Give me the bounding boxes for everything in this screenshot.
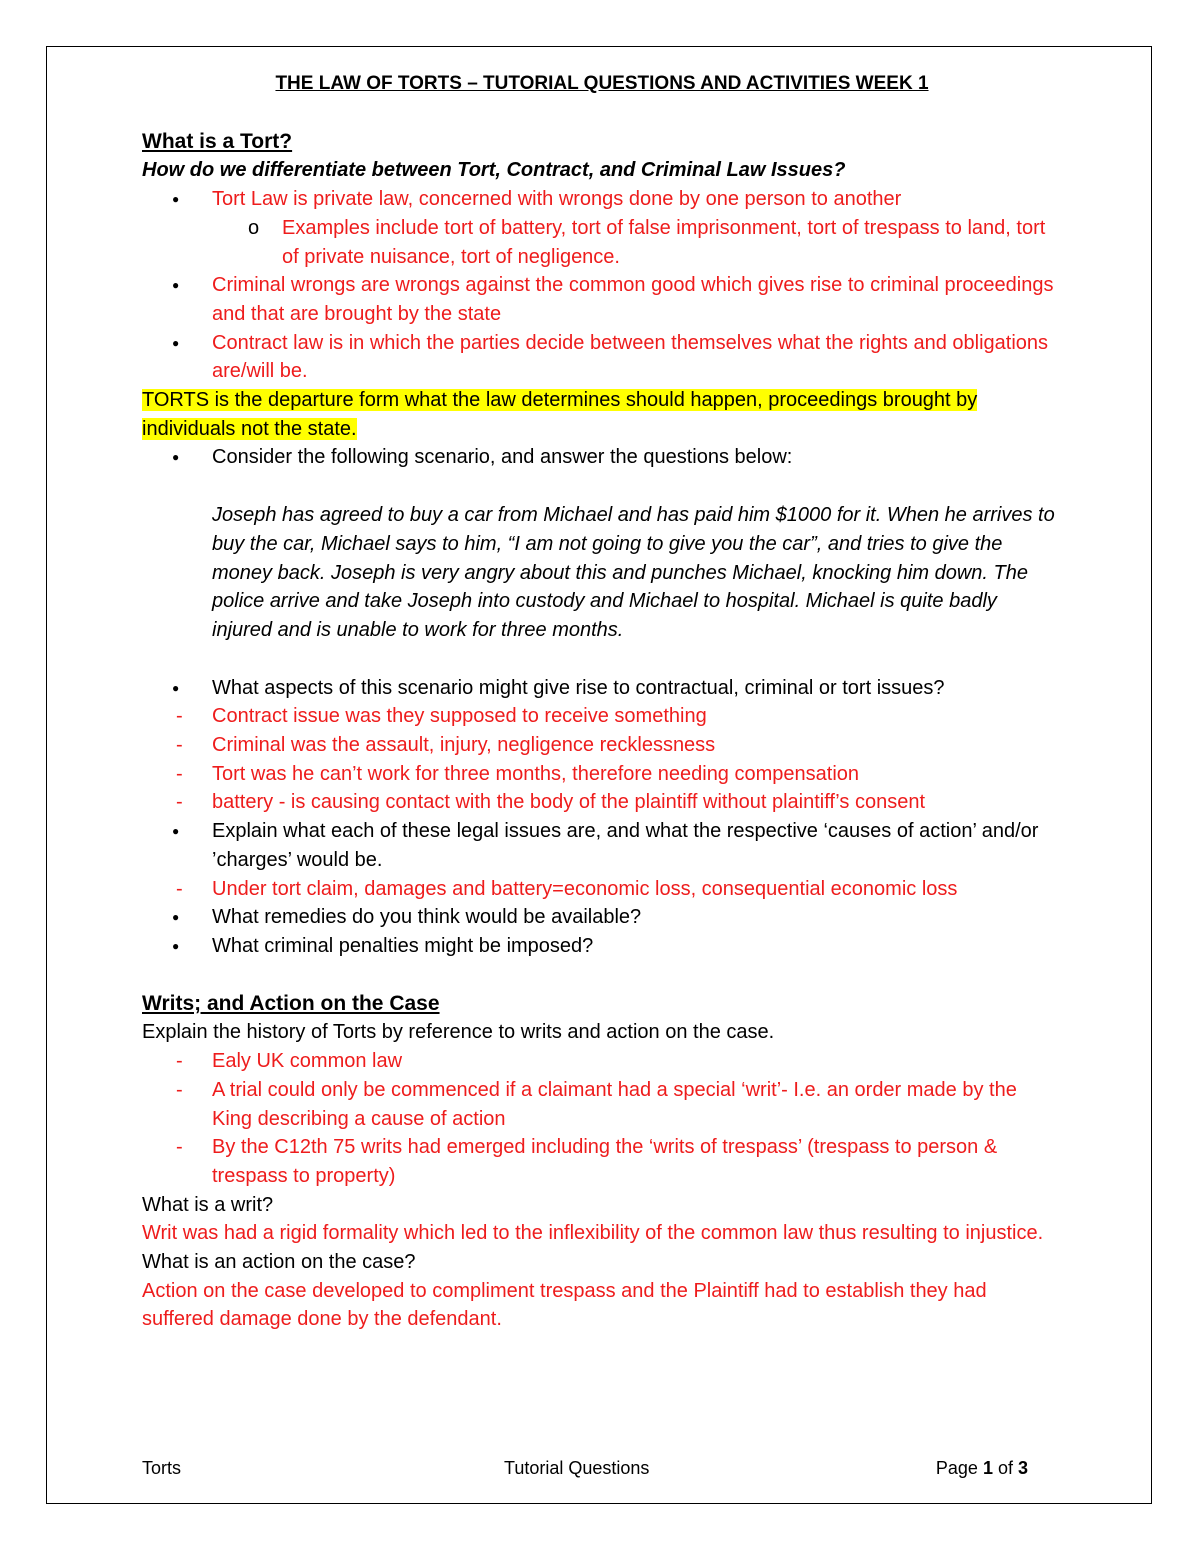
answer-tort: - Tort was he can’t work for three months, therefore needing compensation: [142, 760, 1062, 789]
question-aspects: ● What aspects of this scenario might give rise to contractual, criminal or tort issues?: [142, 674, 1062, 703]
bullet-consider-scenario: ● Consider the following scenario, and answer the questions below:: [142, 443, 1062, 472]
answer-contract: - Contract issue was they supposed to receive something: [142, 702, 1062, 731]
document-body: [142, 70, 1062, 1334]
question-what-is-writ: What is a writ?: [142, 1193, 274, 1216]
footer-center: Tutorial Questions: [504, 1458, 650, 1478]
section-heading-tort: What is a Tort?: [142, 129, 293, 153]
answer-writ: Writ was had a rigid formality which led to the inflexibility of the common law thus resulting to injustice.: [142, 1222, 1044, 1245]
scenario-text: Joseph has agreed to buy a car from Michael and has paid him $1000 for it. When he arrives to buy the car, Michael says to him, “I am not going to give you the car”, and tries to give the money back. Joseph is very angry about this and punches Michael, knocking him down. The police arrive and take Joseph into custody and Michael to hospital. Michael is quite badly injured and is unable to work for three months.: [212, 504, 1055, 641]
question-action-on-case: What is an action on the case?: [142, 1251, 416, 1274]
bullet-criminal-wrongs: ● Criminal wrongs are wrongs against the common good which gives rise to criminal proceedings and that are brought by the state: [142, 271, 1062, 328]
writs-intro: Explain the history of Torts by reference to writs and action on the case.: [142, 1021, 775, 1044]
bullet-tort-law: ● Tort Law is private law, concerned with wrongs done by one person to another: [142, 185, 1062, 214]
writs-point-c12th: - By the C12th 75 writs had emerged including the ‘writs of trespass’ (trespass to person & trespass to property): [142, 1133, 1062, 1190]
question-remedies: ● What remedies do you think would be available?: [142, 903, 1062, 932]
writs-point-trial: - A trial could only be commenced if a claimant had a special ‘writ’- I.e. an order made by the King describing a cause of action: [142, 1076, 1062, 1133]
answer-criminal: - Criminal was the assault, injury, negligence recklessness: [142, 731, 1062, 760]
question-explain: ● Explain what each of these legal issues are, and what the respective ‘causes of action’ and/or ’charges’ would be.: [142, 817, 1062, 874]
page-number: Page 1 of 3: [935, 1458, 1028, 1478]
highlight-text: TORTS is the departure form what the law determines should happen, proceedings brought by individuals not the state.: [142, 389, 978, 440]
sub-bullet-examples: o Examples include tort of battery, tort of false imprisonment, tort of trespass to land, tort of private nuisance, tort of negligence.: [142, 214, 1062, 271]
answer-tort-claim: - Under tort claim, damages and battery=economic loss, consequential economic loss: [142, 875, 1062, 904]
answer-action-on-case: Action on the case developed to compliment trespass and the Plaintiff had to establish they had suffered damage done by the defendant.: [142, 1279, 987, 1331]
footer-left: Torts: [142, 1458, 182, 1478]
section-heading-writs: Writs; and Action on the Case: [142, 991, 440, 1015]
question-differentiate: How do we differentiate between Tort, Contract, and Criminal Law Issues?: [142, 159, 846, 182]
bullet-contract-law: ● Contract law is in which the parties decide between themselves what the rights and obligations are/will be.: [142, 329, 1062, 386]
highlighted-note: [142, 386, 1062, 443]
document-title: THE LAW OF TORTS – TUTORIAL QUESTIONS AND ACTIVITIES WEEK 1: [275, 73, 929, 94]
writs-point-common-law: - Ealy UK common law: [142, 1047, 1062, 1076]
answer-battery: - battery - is causing contact with the body of the plaintiff without plaintiff’s consent: [142, 788, 1062, 817]
question-penalties: ● What criminal penalties might be imposed?: [142, 932, 1062, 961]
